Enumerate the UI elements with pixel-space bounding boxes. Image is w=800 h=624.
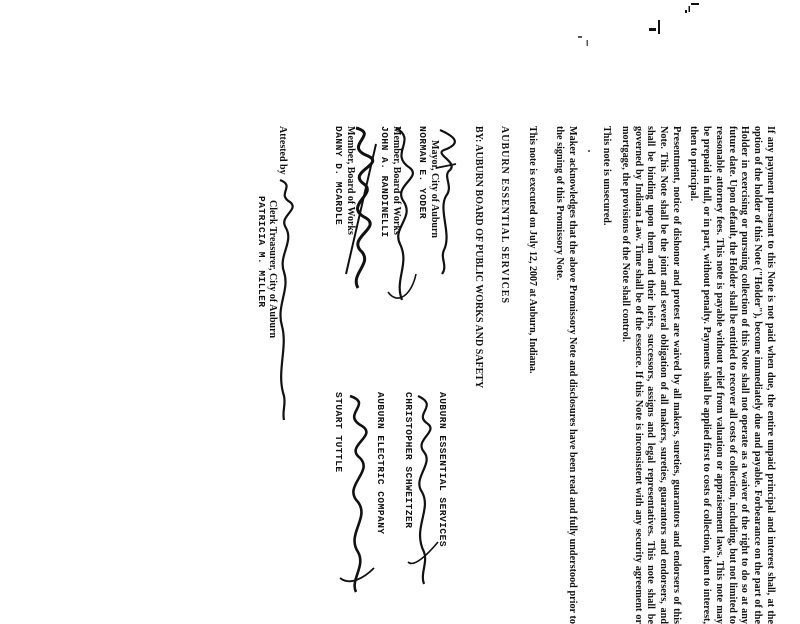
attest-name: PATRICIA M. MILLER (256, 196, 267, 308)
right-signer-2: STUART TUTTLE (333, 392, 344, 473)
member2-name: DANNY D. MCARDLE (333, 126, 344, 226)
right-company-2: AUBURN ELECTRIC COMPANY (375, 392, 386, 535)
paragraph-default-terms: If any payment pursuant to this Note is not paid when due, the entire unpaid principal and interest shall, at the option of the holder of this Note ("Holder"), become immediately due and payable. Forbearance on the part of the Holder in exercising or pursuing collection of this Note shall not operate as a waiver of the right to do so at any future date. Upon default, the Holder shall be entitled to recover all costs of collection, including, but not limited to reasonable attorney fees. This note is payable without relief from valuation or appraisement laws. This note may be prepaid in full, or in part, without penalty. Payments shall be applied first to costs of collection, then to interest, then to principal. (688, 126, 776, 624)
right-company-1: AUBURN ESSENTIAL SERVICES (437, 392, 448, 548)
right-signer-1: CHRISTOPHER SCHWEITZER (403, 392, 414, 529)
member2-title: Member, Board of Works (345, 126, 356, 235)
paragraph-acknowledgement: Maker acknowledges that the above Promissory Note and disclosures have been read and fully understood prior to the signing of this Promissory Note. (554, 126, 578, 624)
by-board-line: BY: AUBURN BOARD OF PUBLIC WORKS AND SAFETY (473, 126, 484, 389)
mayor-title: Mayor, City of Auburn (429, 140, 440, 238)
attest-title: Clerk Treasurer, City of Auburn (267, 200, 278, 339)
executed-date-line: This note is executed on July 12, 2007 at Auburn, Indiana. (527, 126, 538, 374)
paragraph-waiver-terms: Presentment, notice of dishonor and protest are waived by all makers, sureties, guarantors and endorsers of this Note. This Note shall be the joint and several obligation of all makers, sureties, guarantors and endorsers, and shall be binding upon them and their heirs, successors, assigns and legal representatives. This note shall be governed by Indiana Law. Time shall be of the essence. If this Note is inconsistent with any security agreement or mortgage, the provisions of the Note shall control. (619, 126, 682, 624)
member1-title: Member, Board of Works (391, 126, 402, 235)
attest-label: Attested by (277, 126, 288, 175)
paragraph-unsecured: This note is unsecured. (601, 126, 612, 226)
maker-name: AUBURN ESSENTIAL SERVICES (499, 126, 510, 305)
mayor-name: NORMAN E. YODER (417, 126, 428, 220)
member1-name: JOHN A. RANDINELLI (379, 126, 390, 238)
